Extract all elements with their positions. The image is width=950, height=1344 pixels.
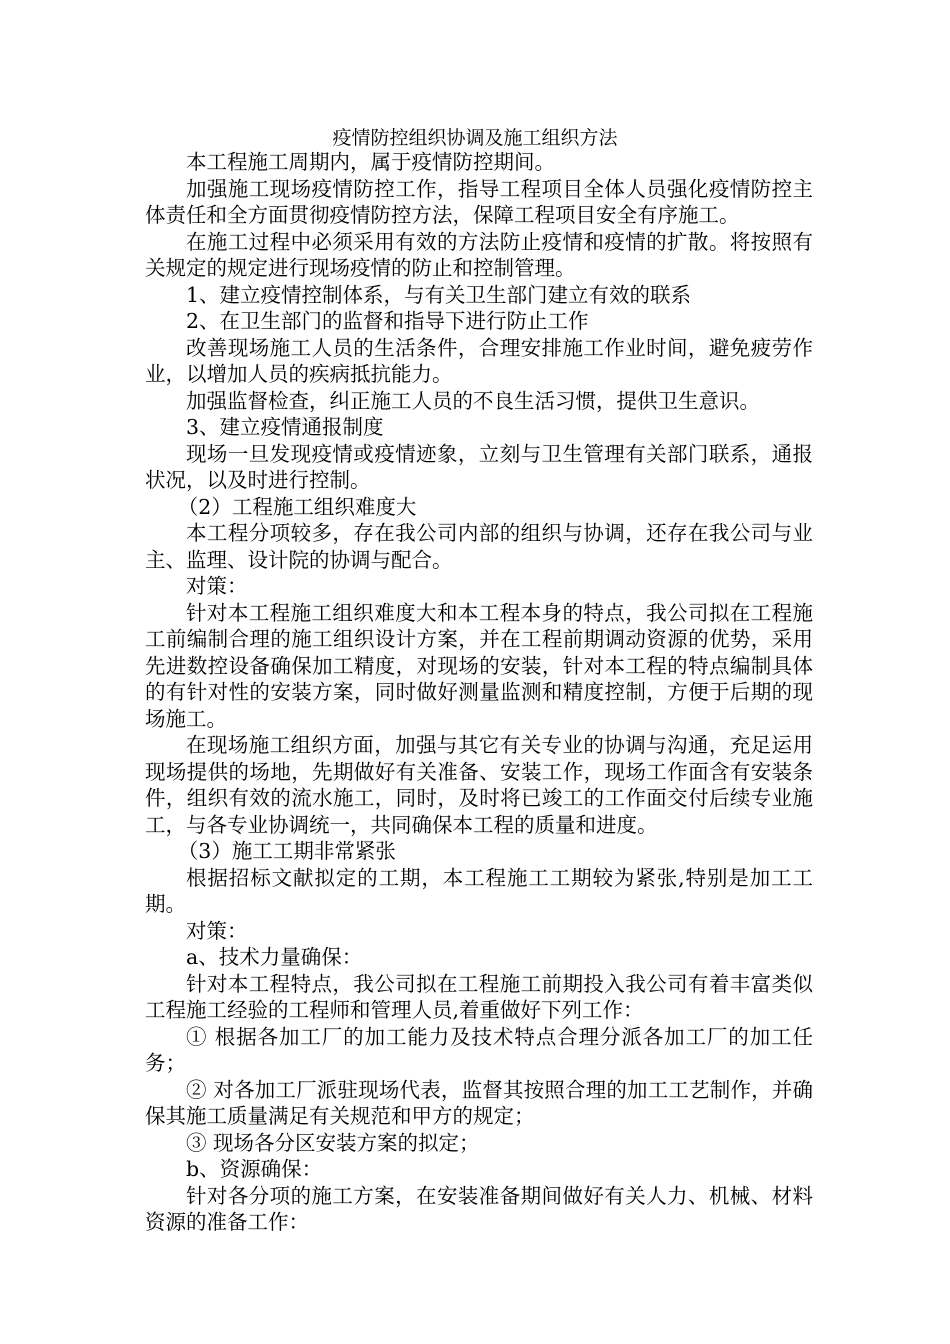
paragraph: 针对各分项的施工方案，在安装准备期间做好有关人力、机械、材料资源的准备工作： [145, 1183, 813, 1234]
paragraph: ③ 现场各分区安装方案的拟定； [186, 1130, 480, 1155]
document-body [145, 149, 813, 1236]
paragraph: 在现场施工组织方面，加强与其它有关专业的协调与沟通，充足运用现场提供的场地，先期做好有关准备、安装工作，现场工作面含有安装条件，组织有效的流水施工，同时，及时将已竣工的工作面交付后续专业施工，与各专业协调统一，共同确保本工程的质量和进度。 [145, 733, 813, 837]
paragraph: 本工程分项较多，存在我公司内部的组织与协调，还存在我公司与业主、监理、设计院的协调与配合。 [145, 521, 813, 572]
paragraph: 对策： [186, 918, 248, 943]
paragraph: ① 根据各加工厂的加工能力及技术特点合理分派各加工厂的加工任务； [145, 1024, 813, 1075]
paragraph: 针对本工程特点，我公司拟在工程施工前期投入我公司有着丰富类似工程施工经验的工程师和管理人员,着重做好下列工作： [145, 971, 813, 1022]
paragraph: 根据招标文献拟定的工期，本工程施工工期较为紧张,特别是加工工期。 [145, 865, 813, 916]
paragraph: 在施工过程中必须采用有效的方法防止疫情和疫情的扩散。将按照有关规定的规定进行现场疫情的防止和控制管理。 [145, 229, 813, 280]
paragraph: 1、建立疫情控制体系，与有关卫生部门建立有效的联系 [186, 282, 692, 307]
paragraph: 加强监督检查，纠正施工人员的不良生活习惯，提供卫生意识。 [186, 388, 760, 413]
paragraph: 本工程施工周期内，属于疫情防控期间。 [186, 150, 555, 174]
paragraph: 3、建立疫情通报制度 [186, 415, 384, 439]
paragraph: a、技术力量确保： [186, 945, 363, 969]
section-heading: （2）工程施工组织难度大 [177, 494, 417, 519]
section-heading: （3）施工工期非常紧张 [177, 839, 396, 863]
paragraph: 对策： [186, 574, 248, 598]
paragraph: b、资源确保： [186, 1157, 323, 1181]
paragraph: 现场一旦发现疫情或疫情迹象，立刻与卫生管理有关部门联系，通报状况，以及时进行控制。 [145, 441, 813, 492]
paragraph: 2、在卫生部门的监督和指导下进行防止工作 [186, 309, 589, 333]
paragraph: 改善现场施工人员的生活条件，合理安排施工作业时间，避免疲劳作业，以增加人员的疾病抵抗能力。 [145, 335, 813, 386]
paragraph: 加强施工现场疫情防控工作，指导工程项目全体人员强化疫情防控主体责任和全方面贯彻疫情防控方法，保障工程项目安全有序施工。 [145, 176, 813, 227]
paragraph: ② 对各加工厂派驻现场代表，监督其按照合理的加工工艺制作，并确保其施工质量满足有关规范和甲方的规定； [145, 1077, 813, 1128]
paragraph: 针对本工程施工组织难度大和本工程本身的特点，我公司拟在工程施工前编制合理的施工组织设计方案，并在工程前期调动资源的优势，采用先进数控设备确保加工精度，对现场的安装，针对本工程的特点编制具体的有针对性的安装方案，同时做好测量监测和精度控制，方便于后期的现场施工。 [145, 600, 813, 731]
document-title: 疫情防控组织协调及施工组织方法 [332, 127, 618, 149]
